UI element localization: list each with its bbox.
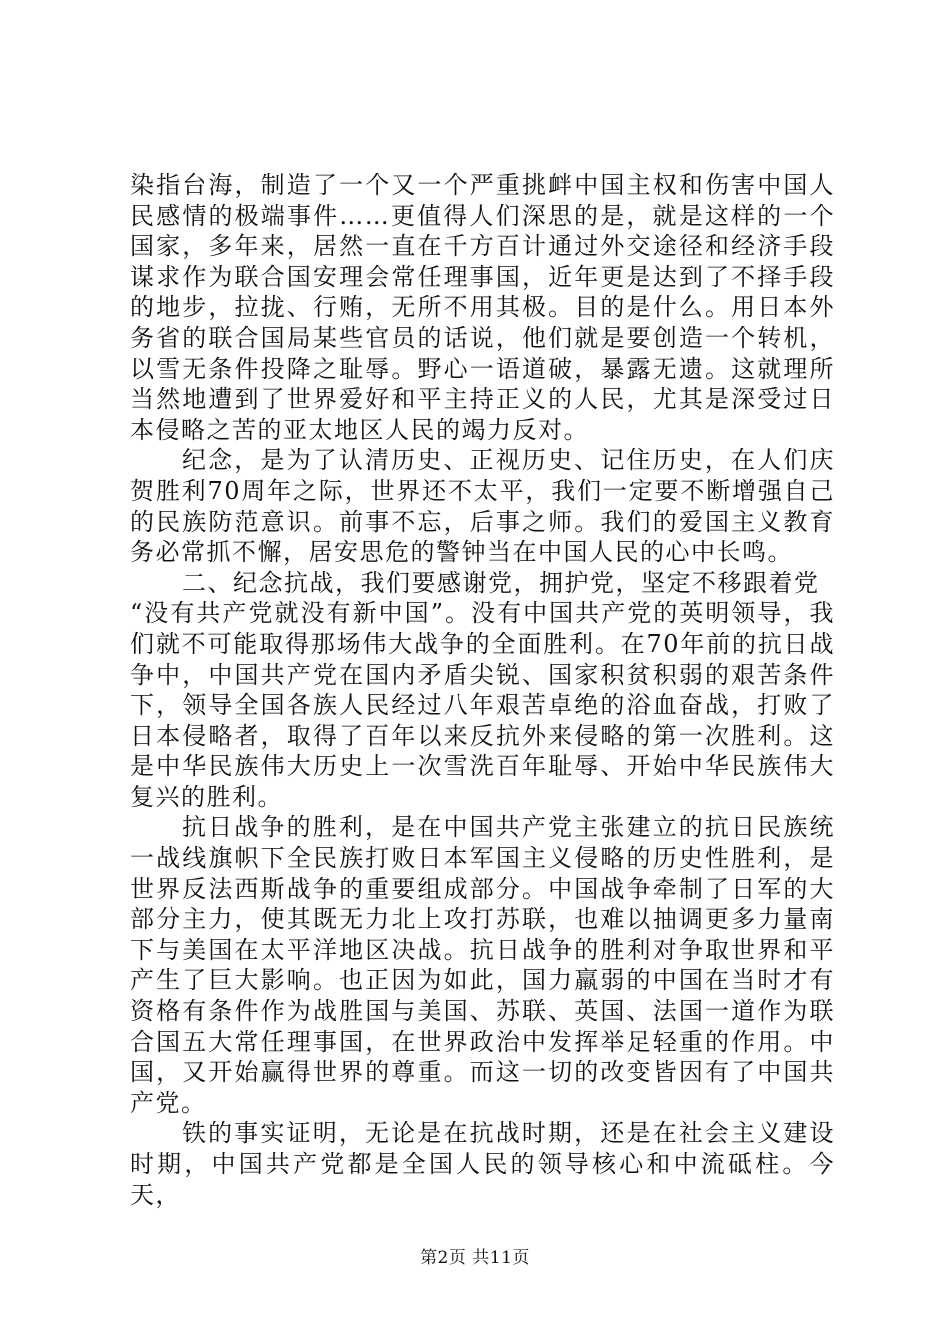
paragraph-3: “没有共产党就没有新中国”。没有中国共产党的英明领导，我们就不可能取得那场伟大战争的全面胜利。在70年前的抗日战争中，中国共产党在国内矛盾尖锐、国家积贫积弱的艰苦条件下，领导全国各族人民经过八年艰苦卓绝的浴血奋战，打败了日本侵略者，取得了百年以来反抗外来侵略的第一次胜利。这是中华民族伟大历史上一次雪洗百年耻辱、开始中华民族伟大复兴的胜利。 — [130, 599, 835, 811]
paragraph-2: 纪念，是为了认清历史、正视历史、记住历史，在人们庆贺胜利70周年之际，世界还不太平，我们一定要不断增强自己的民族防范意识。前事不忘，后事之师。我们的爱国主义教育务必常抓不懈，居安思危的警钟当在中国人民的心中长鸣。 — [130, 446, 835, 567]
section-heading: 二、纪念抗战，我们要感谢党，拥护党，坚定不移跟着党 — [182, 568, 820, 597]
body-text — [130, 170, 835, 1210]
paragraph-4: 抗日战争的胜利，是在中国共产党主张建立的抗日民族统一战线旗帜下全民族打败日本军国主义侵略的历史性胜利，是世界反法西斯战争的重要组成部分。中国战争牵制了日军的大部分主力，使其既无力北上攻打苏联，也难以抽调更多力量南下与美国在太平洋地区决战。抗日战争的胜利对争取世界和平产生了巨大影响。也正因为如此，国力羸弱的中国在当时才有资格有条件作为战胜国与美国、苏联、英国、法国一道作为联合国五大常任理事国，在世界政治中发挥举足轻重的作用。中国，又开始赢得世界的尊重。而这一切的改变皆因有了中国共产党。 — [130, 813, 835, 1117]
page-footer: 第2页 共11页 — [420, 1248, 530, 1268]
paragraph-5: 铁的事实证明，无论是在抗战时期，还是在社会主义建设时期，中国共产党都是全国人民的领导核心和中流砥柱。今天， — [130, 1119, 835, 1209]
paragraph-1: 染指台海，制造了一个又一个严重挑衅中国主权和伤害中国人民感情的极端事件……更值得人们深思的是，就是这样的一个国家，多年来，居然一直在千方百计通过外交途径和经济手段谋求作为联合国安理会常任理事国，近年更是达到了不择手段的地步，拉拢、行贿，无所不用其极。目的是什么。用日本外务省的联合国局某些官员的话说，他们就是要创造一个转机，以雪无条件投降之耻辱。野心一语道破，暴露无遗。这就理所当然地遭到了世界爱好和平主持正义的人民，尤其是深受过日本侵略之苦的亚太地区人民的竭力反对。 — [130, 171, 835, 444]
